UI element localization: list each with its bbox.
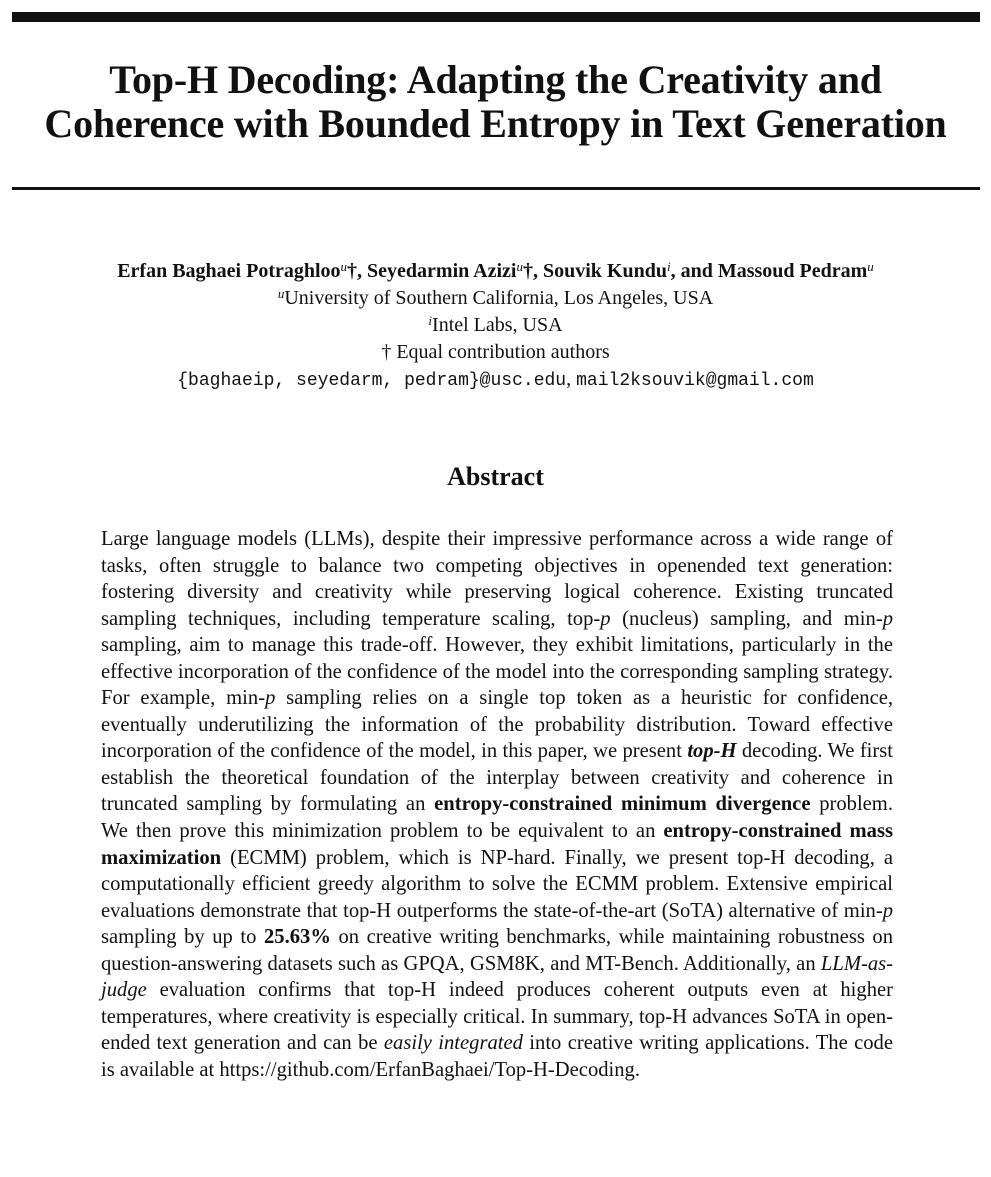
abstract-emphasis: p	[882, 607, 893, 630]
author-separator: ,	[357, 260, 368, 282]
abstract-text: into creative writing applications. The code is available at https://github.com/ErfanBaghaei/Top-H-Decoding.	[101, 1032, 893, 1081]
abstract-emphasis: p	[882, 899, 893, 922]
title-line-1: Top-H Decoding: Adapting the Creativity and	[109, 57, 882, 102]
abstract-text: (nucleus) sampling, and min-	[610, 607, 883, 630]
author-block	[0, 258, 991, 395]
affiliation-mark: i	[428, 313, 433, 328]
abstract-text: sampling relies on a single top token as a heuristic for confidence, eventually underutilizing the information of the probability distribution. Toward effective incorporation of the confidence of the model, in this paper, we present	[101, 687, 893, 763]
author-emails	[0, 366, 991, 395]
equal-contribution-mark: †	[347, 260, 358, 282]
author-affiliation-mark: i	[666, 259, 671, 274]
author-affiliation-mark: u	[516, 259, 523, 274]
affiliation-usc	[0, 285, 991, 312]
top-rule	[12, 12, 980, 22]
abstract-heading: Abstract	[447, 462, 544, 491]
abstract-emphasis: top-H	[687, 740, 737, 763]
paper-title	[0, 58, 991, 146]
equal-contribution-note: † Equal contribution authors	[381, 341, 610, 363]
author-separator: , and	[670, 260, 718, 282]
abstract-text: on creative writing benchmarks, while maintaining robustness on question-answering datasets such as GPQA, GSM8K, and MT-Bench. Additionally, an	[101, 926, 894, 975]
author-separator: ,	[532, 260, 543, 282]
abstract-text: Large language models (LLMs), despite their impressive performance across a wide range of tasks, often struggle to balance two competing objectives in openended text generation: fostering diversity and creativity while preserving logical coherence. Existing truncated sampling techniques, including temperature scaling, top-	[101, 528, 893, 630]
author-name: Massoud Pedram	[717, 260, 868, 282]
author-name: Seyedarmin Azizi	[367, 260, 517, 282]
abstract-text: (ECMM) problem, which is NP-hard. Finally, we present top-H decoding, a computationally efficient greedy algorithm to solve the ECMM problem. Extensive empirical evaluations demonstrate that top-H outperforms the state-of-the-art (SoTA) alternative of min-	[101, 846, 893, 922]
author-affiliation-mark: u	[340, 259, 348, 274]
abstract-emphasis: easily integrated	[383, 1032, 523, 1055]
abstract-text: evaluation confirms that top-H indeed produces coherent outputs even at higher temperatures, where creativity is especially critical. In summary, top-H advances SoTA in open-ended text generation and can be	[101, 979, 893, 1055]
abstract-body	[101, 526, 893, 1083]
abstract-text: sampling by up to	[101, 926, 264, 949]
email-separator: ,	[566, 368, 572, 390]
abstract-emphasis: p	[265, 687, 276, 710]
affiliation-text: Intel Labs, USA	[432, 314, 563, 336]
affiliation-mark: u	[277, 286, 285, 301]
affiliation-intel	[0, 312, 991, 339]
email-single: mail2ksouvik@gmail.com	[576, 371, 814, 391]
abstract-text: problem. We then prove this minimization problem to be equivalent to an	[101, 793, 893, 843]
author-names	[0, 258, 991, 285]
abstract-emphasis: LLM-as-judge	[101, 952, 893, 1002]
equal-contribution-mark: †	[522, 260, 533, 282]
abstract-text: sampling, aim to manage this trade-off. However, they exhibit limitations, particularly in the effective incorporation of the confidence of the model into the corresponding sampling strategy. For example, min-	[101, 634, 893, 710]
author-name: Souvik Kundu	[542, 260, 667, 282]
title-line-2: Coherence with Bounded Entropy in Text Generation	[44, 101, 947, 146]
affiliation-text: University of Southern California, Los Angeles, USA	[284, 287, 714, 309]
abstract-emphasis: entropy-constrained minimum divergence	[434, 793, 811, 816]
abstract-emphasis: p	[600, 607, 611, 630]
abstract-emphasis: entropy-constrained mass maximization	[101, 820, 893, 869]
author-affiliation-mark: u	[867, 259, 874, 274]
abstract-text: decoding. We first establish the theoretical foundation of the interplay between creativity and coherence in truncated sampling by formulating an	[101, 740, 893, 816]
author-name: Erfan Baghaei Potraghloo	[117, 260, 341, 282]
title-bottom-rule	[12, 187, 980, 190]
abstract-emphasis: 25.63%	[263, 926, 331, 949]
email-group: {baghaeip, seyedarm, pedram}@usc.edu	[177, 371, 567, 391]
